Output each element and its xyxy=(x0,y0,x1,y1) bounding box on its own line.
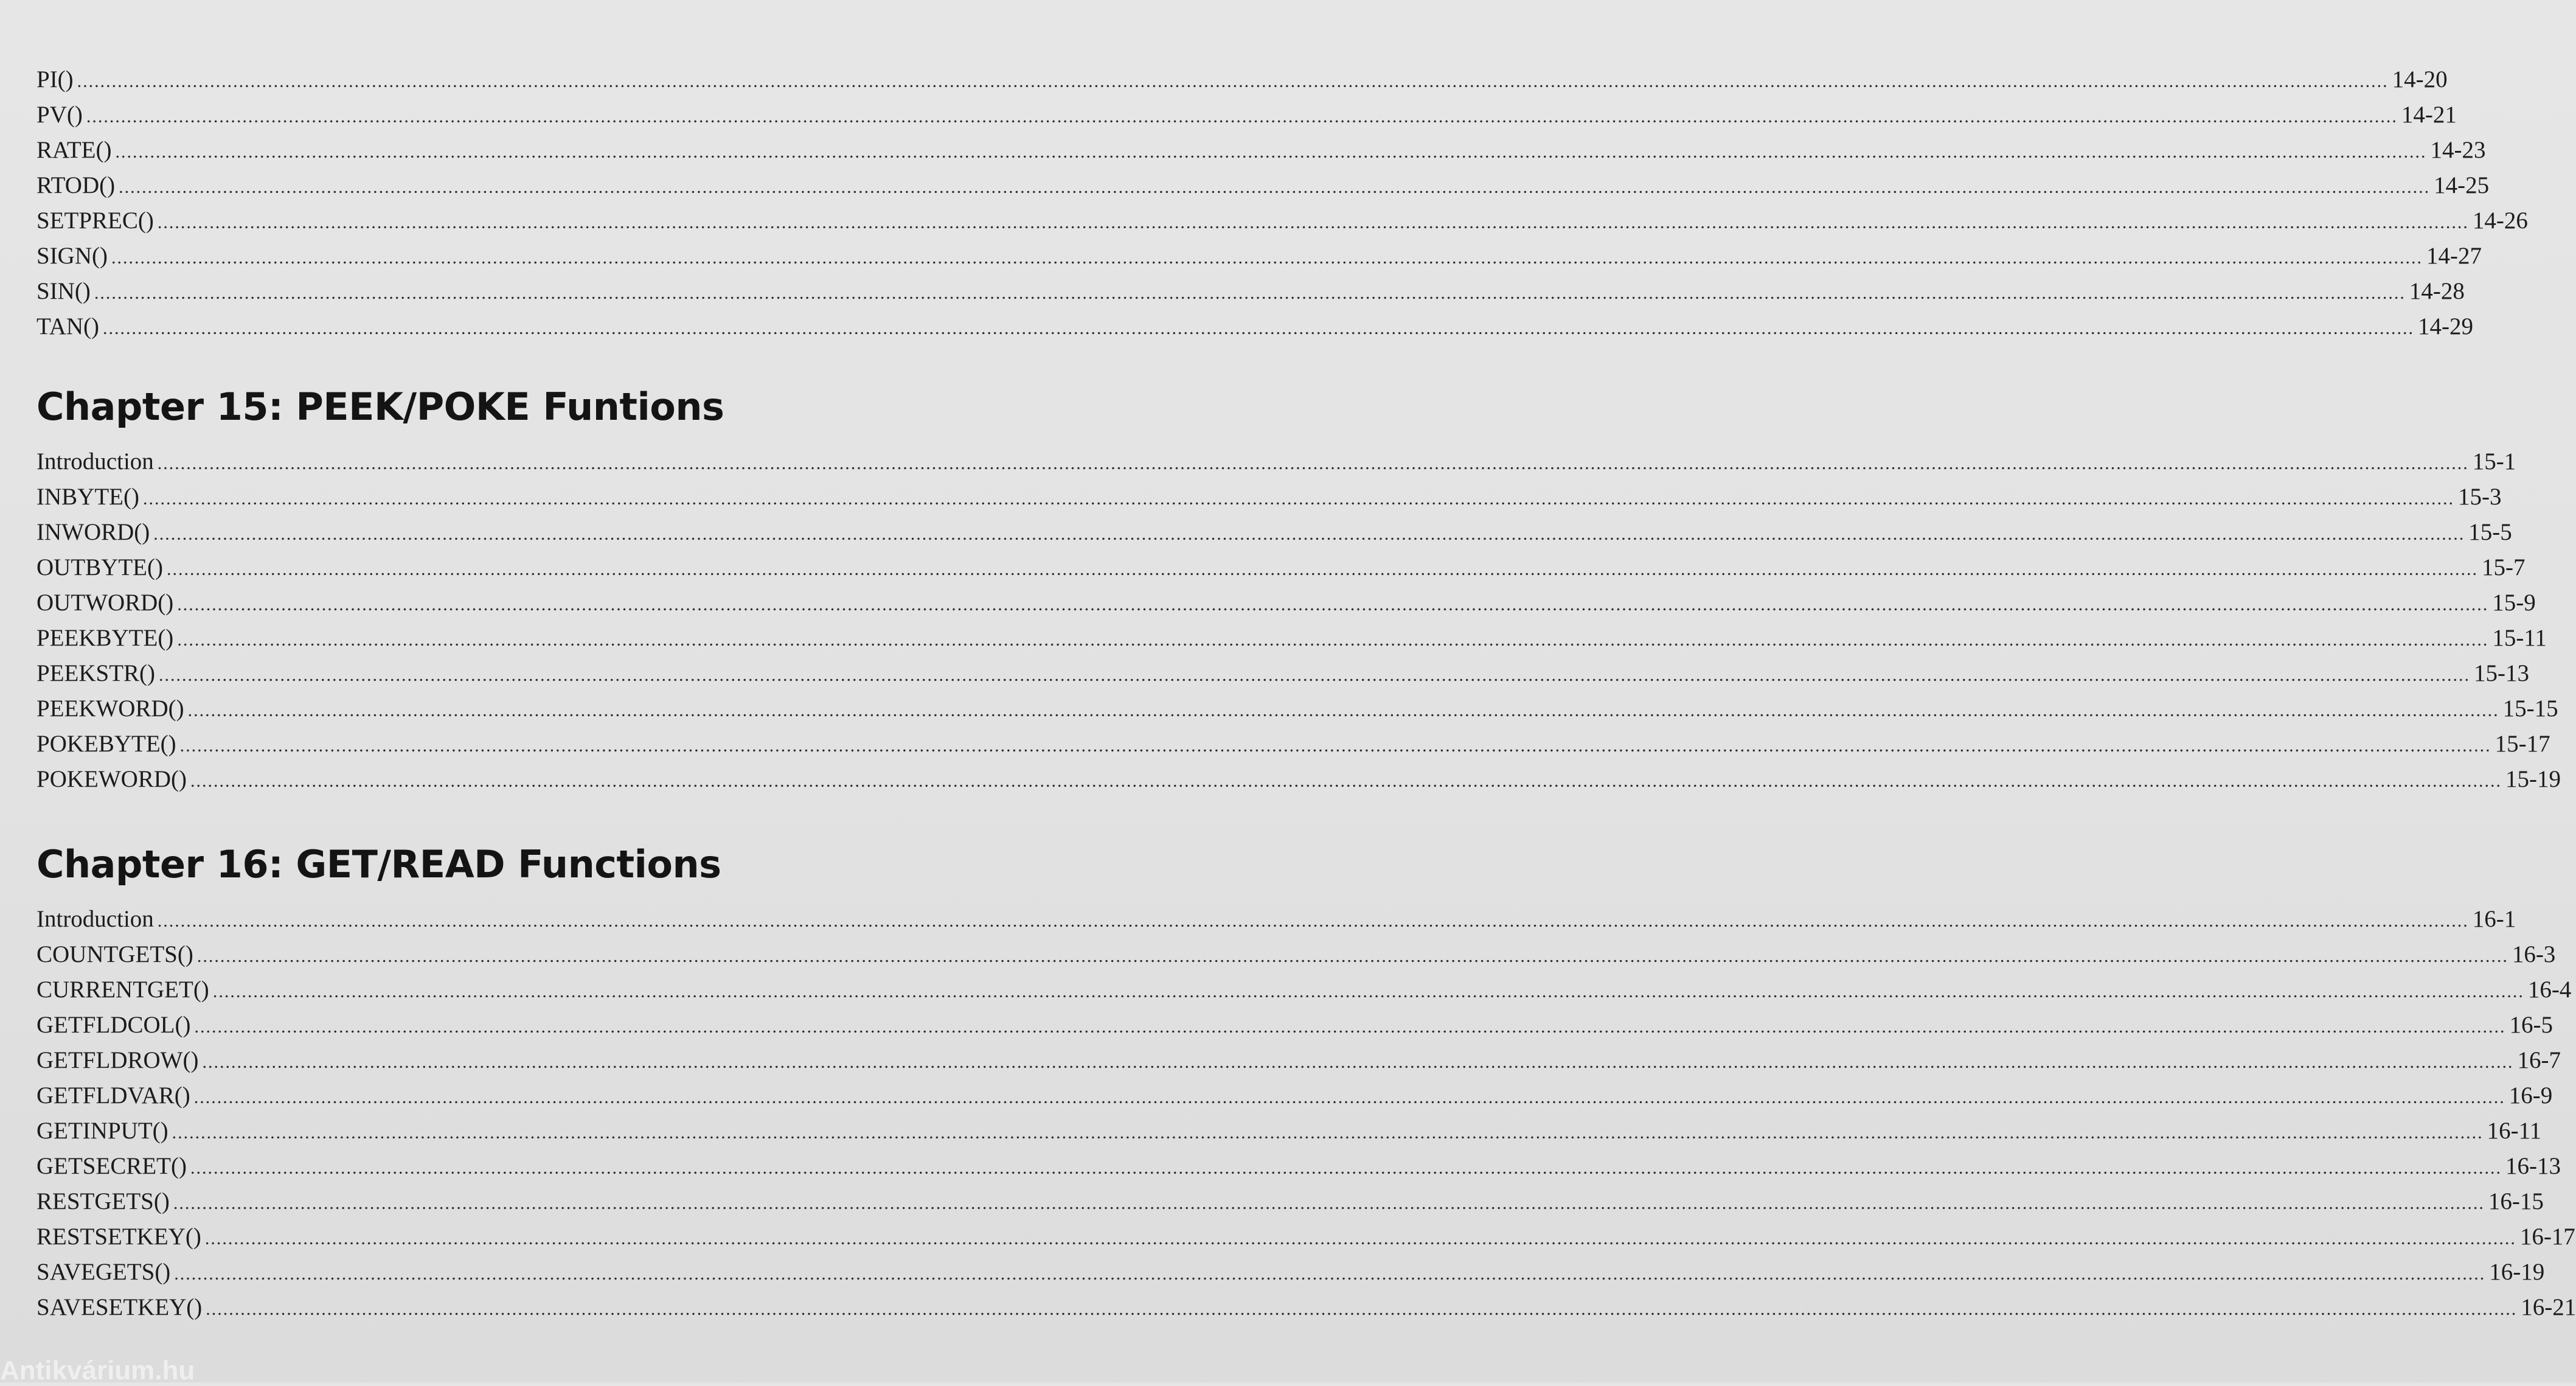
toc-entry-label: PI() xyxy=(36,66,74,92)
toc-entry-label: OUTBYTE() xyxy=(36,554,163,580)
toc-entry xyxy=(36,518,2512,554)
toc-entry-label: PEEKWORD() xyxy=(36,695,184,722)
toc-entry-page-number: 15-11 xyxy=(2492,625,2547,651)
toc-entry-label: GETINPUT() xyxy=(36,1118,168,1144)
toc-entry xyxy=(36,313,2474,348)
toc-entry xyxy=(36,1258,2545,1294)
toc-entry-label: INWORD() xyxy=(36,519,150,545)
dot-leader: ................................................................................................................................................................................................................................................................................................................................................................................................................ xyxy=(157,911,2469,931)
toc-entry-label: SAVEGETS() xyxy=(36,1259,171,1285)
dot-leader: ................................................................................................................................................................................................................................................................................................................................................................................................................ xyxy=(179,736,2491,756)
toc-entry-label: SAVESETKEY() xyxy=(36,1294,203,1320)
toc-entry xyxy=(36,660,2529,695)
toc-entry-page-number: 15-7 xyxy=(2481,554,2526,580)
toc-entry-label: SIGN() xyxy=(36,243,108,269)
toc-entry xyxy=(36,277,2465,313)
dot-leader: ................................................................................................................................................................................................................................................................................................................................................................................................................ xyxy=(196,946,2508,966)
toc-entry-label: GETFLDVAR() xyxy=(36,1082,190,1109)
toc-entry xyxy=(36,941,2556,976)
toc-entry-page-number: 16-13 xyxy=(2505,1153,2561,1179)
toc-entry-label: RATE() xyxy=(36,137,112,163)
toc-entry xyxy=(36,905,2516,941)
toc-entry-page-number: 16-19 xyxy=(2489,1259,2545,1285)
toc-entry-label: PEEKBYTE() xyxy=(36,625,174,651)
toc-entry xyxy=(36,66,2448,101)
toc-entry-page-number: 15-5 xyxy=(2468,519,2512,545)
dot-leader: ................................................................................................................................................................................................................................................................................................................................................................................................................ xyxy=(187,700,2499,720)
toc-entry-page-number: 15-13 xyxy=(2474,660,2529,686)
toc-entry-label: GETFLDROW() xyxy=(36,1047,199,1073)
toc-entry-page-number: 16-9 xyxy=(2508,1082,2553,1109)
toc-entry-label: Introduction xyxy=(36,906,154,932)
toc-entry-page-number: 16-4 xyxy=(2527,977,2572,1003)
toc-entry xyxy=(36,101,2457,136)
toc-entry xyxy=(36,1152,2561,1188)
toc-entry xyxy=(36,730,2550,765)
toc-entry xyxy=(36,1294,2576,1329)
toc-entry xyxy=(36,242,2482,277)
toc-entry-label: PEEKSTR() xyxy=(36,660,155,686)
toc-entry-label: SIN() xyxy=(36,278,91,304)
dot-leader: ................................................................................................................................................................................................................................................................................................................................................................................................................ xyxy=(166,559,2478,579)
toc-entry xyxy=(36,695,2558,730)
chapter-16-entry-list xyxy=(36,905,2576,1329)
toc-entry-label: PV() xyxy=(36,102,83,128)
toc-entry-label: POKEBYTE() xyxy=(36,731,176,757)
toc-entry xyxy=(36,589,2536,624)
dot-leader: ................................................................................................................................................................................................................................................................................................................................................................................................................ xyxy=(194,1017,2506,1037)
toc-entry xyxy=(36,765,2561,801)
dot-leader: ................................................................................................................................................................................................................................................................................................................................................................................................................ xyxy=(159,665,2470,685)
dot-leader: ................................................................................................................................................................................................................................................................................................................................................................................................................ xyxy=(115,142,2427,162)
chapter-16-heading: Chapter 16: GET/READ Functions xyxy=(36,842,721,886)
dot-leader: ................................................................................................................................................................................................................................................................................................................................................................................................................ xyxy=(177,594,2489,615)
toc-entry-page-number: 16-5 xyxy=(2509,1012,2553,1038)
toc-entry-page-number: 14-26 xyxy=(2472,207,2528,234)
dot-leader: ................................................................................................................................................................................................................................................................................................................................................................................................................ xyxy=(193,1087,2505,1107)
dot-leader: ................................................................................................................................................................................................................................................................................................................................................................................................................ xyxy=(111,248,2423,268)
toc-entry xyxy=(36,976,2572,1011)
toc-entry-page-number: 14-25 xyxy=(2434,172,2490,198)
toc-entry xyxy=(36,1223,2575,1258)
toc-entry xyxy=(36,554,2526,589)
toc-entry-label: COUNTGETS() xyxy=(36,941,193,967)
toc-entry xyxy=(36,1011,2553,1046)
toc-entry-page-number: 14-28 xyxy=(2409,278,2465,304)
toc-entry-page-number: 16-17 xyxy=(2519,1224,2575,1250)
dot-leader: ................................................................................................................................................................................................................................................................................................................................................................................................................ xyxy=(204,1228,2516,1248)
dot-leader: ................................................................................................................................................................................................................................................................................................................................................................................................................ xyxy=(177,630,2489,650)
toc-entry-page-number: 14-23 xyxy=(2430,137,2486,163)
dot-leader: ................................................................................................................................................................................................................................................................................................................................................................................................................ xyxy=(157,212,2469,232)
dot-leader: ................................................................................................................................................................................................................................................................................................................................................................................................................ xyxy=(172,1123,2484,1143)
toc-entry xyxy=(36,207,2528,242)
toc-entry xyxy=(36,1117,2542,1152)
toc-entry-label: OUTWORD() xyxy=(36,590,174,616)
dot-leader: ................................................................................................................................................................................................................................................................................................................................................................................................................ xyxy=(86,106,2398,127)
dot-leader: ................................................................................................................................................................................................................................................................................................................................................................................................................ xyxy=(94,283,2406,303)
dot-leader: ................................................................................................................................................................................................................................................................................................................................................................................................................ xyxy=(173,1193,2485,1213)
dot-leader: ................................................................................................................................................................................................................................................................................................................................................................................................................ xyxy=(206,1299,2518,1319)
toc-entry xyxy=(36,1082,2553,1117)
toc-entry xyxy=(36,172,2490,207)
dot-leader: ................................................................................................................................................................................................................................................................................................................................................................................................................ xyxy=(190,771,2502,791)
dot-leader: ................................................................................................................................................................................................................................................................................................................................................................................................................ xyxy=(202,1052,2514,1072)
toc-entry-label: INBYTE() xyxy=(36,484,139,510)
dot-leader: ................................................................................................................................................................................................................................................................................................................................................................................................................ xyxy=(153,524,2465,544)
toc-entry-page-number: 14-21 xyxy=(2401,102,2457,128)
dot-leader: ................................................................................................................................................................................................................................................................................................................................................................................................................ xyxy=(174,1264,2486,1284)
chapter-15-entry-list xyxy=(36,448,2561,801)
toc-entry-page-number: 16-7 xyxy=(2517,1047,2561,1073)
toc-entry xyxy=(36,1046,2561,1082)
chapter-15-heading: Chapter 15: PEEK/POKE Funtions xyxy=(36,385,724,429)
toc-entry-page-number: 15-15 xyxy=(2502,695,2558,722)
dot-leader: ................................................................................................................................................................................................................................................................................................................................................................................................................ xyxy=(190,1158,2502,1178)
toc-entry-page-number: 15-17 xyxy=(2494,731,2550,757)
chapter-14-entry-list xyxy=(36,66,2528,348)
toc-entry-page-number: 15-3 xyxy=(2457,484,2502,510)
toc-entry xyxy=(36,136,2486,172)
toc-entry xyxy=(36,624,2547,660)
toc-entry-label: GETSECRET() xyxy=(36,1153,187,1179)
toc-entry-label: RESTSETKEY() xyxy=(36,1224,201,1250)
toc-entry-label: POKEWORD() xyxy=(36,766,187,792)
toc-entry-label: CURRENTGET() xyxy=(36,977,209,1003)
toc-entry-page-number: 14-27 xyxy=(2426,243,2482,269)
dot-leader: ................................................................................................................................................................................................................................................................................................................................................................................................................ xyxy=(119,177,2431,197)
toc-entry-label: SETPREC() xyxy=(36,207,154,234)
toc-entry-page-number: 14-29 xyxy=(2418,313,2474,340)
toc-entry-page-number: 16-21 xyxy=(2521,1294,2576,1320)
watermark-text: Antikvárium.hu xyxy=(0,1356,195,1385)
toc-entry-label: TAN() xyxy=(36,313,100,340)
dot-leader: ................................................................................................................................................................................................................................................................................................................................................................................................................ xyxy=(142,489,2454,509)
toc-entry-page-number: 15-1 xyxy=(2472,448,2516,475)
toc-entry-page-number: 14-20 xyxy=(2392,66,2448,92)
toc-entry-page-number: 15-19 xyxy=(2505,766,2561,792)
toc-entry-label: Introduction xyxy=(36,448,154,475)
toc-entry xyxy=(36,448,2516,483)
toc-entry xyxy=(36,1188,2544,1223)
dot-leader: ................................................................................................................................................................................................................................................................................................................................................................................................................ xyxy=(103,318,2415,338)
toc-entry-page-number: 15-9 xyxy=(2492,590,2536,616)
toc-entry-label: GETFLDCOL() xyxy=(36,1012,191,1038)
dot-leader: ................................................................................................................................................................................................................................................................................................................................................................................................................ xyxy=(157,453,2469,473)
dot-leader: ................................................................................................................................................................................................................................................................................................................................................................................................................ xyxy=(212,981,2524,1001)
toc-entry-label: RTOD() xyxy=(36,172,116,198)
toc-entry-label: RESTGETS() xyxy=(36,1188,170,1214)
dot-leader: ................................................................................................................................................................................................................................................................................................................................................................................................................ xyxy=(77,71,2389,91)
toc-entry-page-number: 16-11 xyxy=(2487,1118,2542,1144)
toc-entry-page-number: 16-1 xyxy=(2472,906,2516,932)
toc-entry-page-number: 16-3 xyxy=(2512,941,2556,967)
toc-entry xyxy=(36,483,2502,518)
toc-entry-page-number: 16-15 xyxy=(2488,1188,2544,1214)
